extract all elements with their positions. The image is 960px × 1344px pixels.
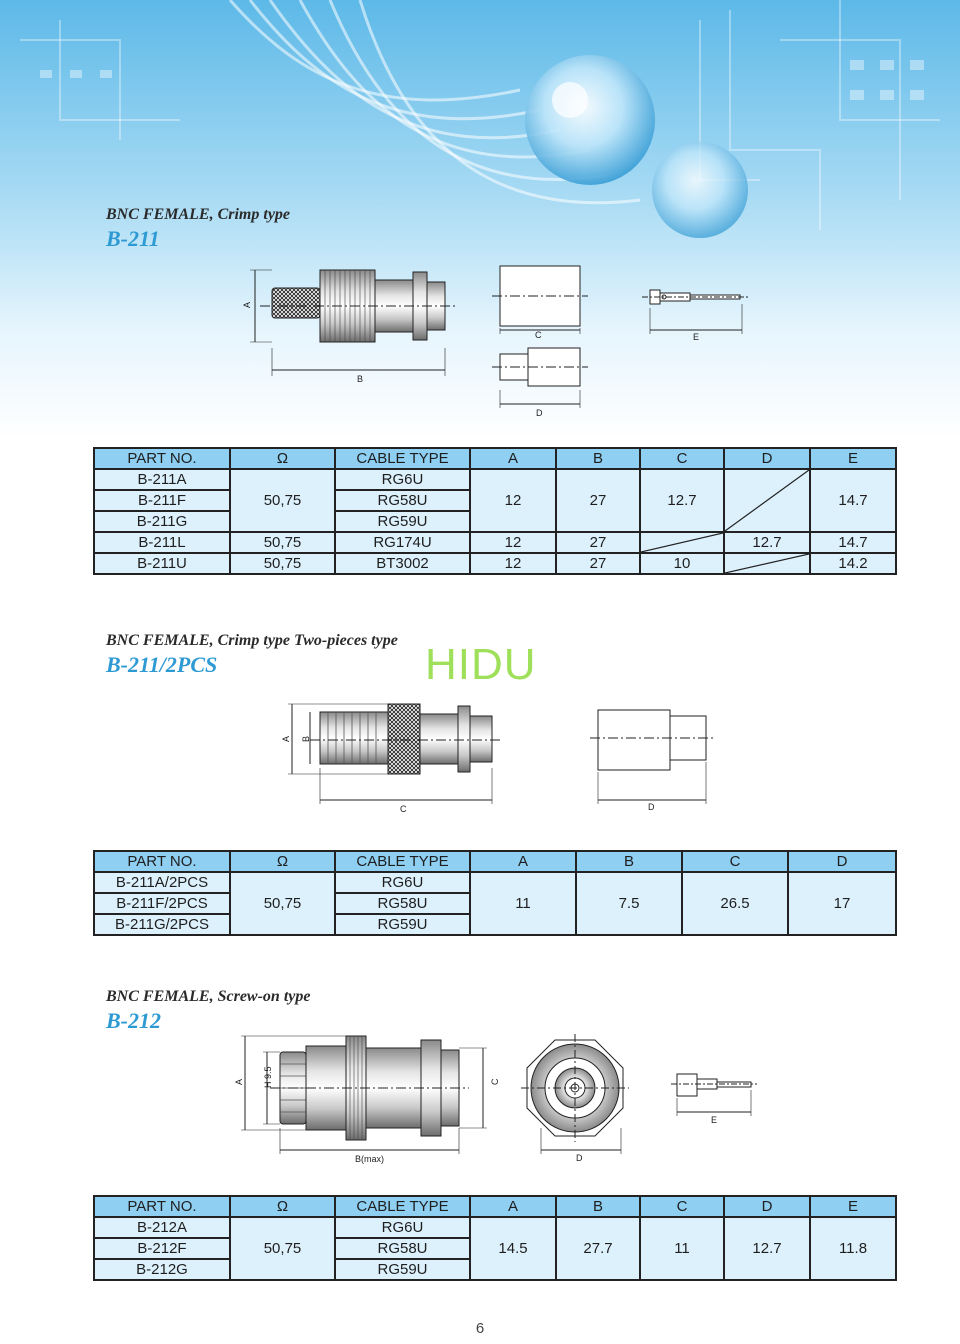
a-cell: 12 — [470, 532, 556, 553]
table-row — [94, 553, 896, 574]
header-d: D — [724, 448, 810, 469]
header-b: B — [556, 448, 640, 469]
spec-table-b211-2pcs — [93, 850, 897, 936]
dim-label-d: D — [536, 408, 543, 418]
page-number: 6 — [475, 1320, 485, 1337]
c-cell: 11 — [640, 1217, 724, 1280]
a-cell: 11 — [470, 872, 576, 935]
b212-technical-drawing — [225, 1032, 765, 1167]
cable-type-cell: RG6U — [335, 1217, 470, 1238]
table-row — [94, 469, 896, 490]
dim-label-c: C — [490, 1078, 500, 1085]
dim-label-e: E — [693, 332, 700, 342]
header-cable-type: CABLE TYPE — [335, 448, 470, 469]
a-cell: 12 — [470, 469, 556, 532]
e-cell: 14.2 — [810, 553, 896, 574]
dim-label-c: C — [535, 330, 542, 340]
e-cell: 14.7 — [810, 469, 896, 532]
a-cell: 12 — [470, 553, 556, 574]
header-ohm: Ω — [230, 1196, 335, 1217]
b-cell: 27 — [556, 553, 640, 574]
watermark-text: HIDU — [425, 640, 537, 689]
spec-table-b212 — [93, 1195, 897, 1281]
e-cell: 11.8 — [810, 1217, 896, 1280]
cable-type-cell: RG6U — [335, 872, 470, 893]
header-c: C — [640, 448, 724, 469]
ohm-cell: 50,75 — [230, 532, 335, 553]
cable-type-cell: RG174U — [335, 532, 470, 553]
cable-type-cell: RG58U — [335, 490, 470, 511]
b-cell: 27 — [556, 469, 640, 532]
cable-type-cell: BT3002 — [335, 553, 470, 574]
section-subtitle: BNC FEMALE, Crimp type Two-pieces type — [106, 632, 398, 649]
part-no-cell: B-211G — [94, 511, 230, 532]
dim-label-a: A — [281, 735, 291, 742]
header-ohm: Ω — [230, 851, 335, 872]
table-header-row — [94, 851, 896, 872]
b211-2pcs-technical-drawing — [270, 700, 720, 820]
part-no-cell: B-212A — [94, 1217, 230, 1238]
part-no-cell: B-211F/2PCS — [94, 893, 230, 914]
header-c: C — [640, 1196, 724, 1217]
part-no-cell: B-211G/2PCS — [94, 914, 230, 935]
table-row — [94, 532, 896, 553]
section-title: B-212 — [106, 1008, 161, 1033]
section-title: B-211 — [106, 226, 160, 251]
e-cell: 14.7 — [810, 532, 896, 553]
part-no-cell: B-211A — [94, 469, 230, 490]
dim-label-e: E — [711, 1115, 718, 1125]
cable-type-cell: RG6U — [335, 469, 470, 490]
table-row — [94, 1217, 896, 1238]
header-cable-type: CABLE TYPE — [335, 1196, 470, 1217]
header-c: C — [682, 851, 788, 872]
header-cable-type: CABLE TYPE — [335, 851, 470, 872]
b-cell: 27 — [556, 532, 640, 553]
header-a: A — [470, 448, 556, 469]
header-b: B — [576, 851, 682, 872]
part-no-cell: B-212G — [94, 1259, 230, 1280]
header-e: E — [810, 1196, 896, 1217]
dim-label-b: B — [357, 374, 364, 384]
b211-technical-drawing — [230, 258, 760, 423]
dim-label-h: H 9.5 — [263, 1066, 273, 1088]
d-cell-not-applicable — [724, 553, 810, 574]
cable-type-cell: RG59U — [335, 1259, 470, 1280]
d-cell: 12.7 — [724, 1217, 810, 1280]
table-header-row — [94, 448, 896, 469]
cable-type-cell: RG59U — [335, 511, 470, 532]
ohm-cell: 50,75 — [230, 553, 335, 574]
part-no-cell: B-211F — [94, 490, 230, 511]
cable-type-cell: RG59U — [335, 914, 470, 935]
d-cell: 17 — [788, 872, 896, 935]
header-d: D — [724, 1196, 810, 1217]
header-a: A — [470, 1196, 556, 1217]
section-subtitle: BNC FEMALE, Screw-on type — [106, 988, 311, 1005]
d-cell-not-applicable — [724, 469, 810, 532]
section-title: B-211/2PCS — [106, 652, 218, 677]
c-cell: 26.5 — [682, 872, 788, 935]
section-subtitle: BNC FEMALE, Crimp type — [106, 206, 291, 223]
header-b: B — [556, 1196, 640, 1217]
ohm-cell: 50,75 — [230, 1217, 335, 1280]
header-d: D — [788, 851, 896, 872]
header-part-no: PART NO. — [94, 851, 230, 872]
table-header-row — [94, 1196, 896, 1217]
part-no-cell: B-211U — [94, 553, 230, 574]
c-cell: 12.7 — [640, 469, 724, 532]
part-no-cell: B-211L — [94, 532, 230, 553]
dim-label-a: A — [242, 301, 252, 308]
header-ohm: Ω — [230, 448, 335, 469]
a-cell: 14.5 — [470, 1217, 556, 1280]
b-cell: 27.7 — [556, 1217, 640, 1280]
header-part-no: PART NO. — [94, 1196, 230, 1217]
ohm-cell: 50,75 — [230, 872, 335, 935]
dim-label-d: D — [576, 1153, 583, 1163]
dim-label-c: C — [400, 804, 407, 814]
header-part-no: PART NO. — [94, 448, 230, 469]
table-row — [94, 872, 896, 893]
header-a: A — [470, 851, 576, 872]
d-cell: 12.7 — [724, 532, 810, 553]
part-no-cell: B-211A/2PCS — [94, 872, 230, 893]
cable-type-cell: RG58U — [335, 893, 470, 914]
header-e: E — [810, 448, 896, 469]
part-no-cell: B-212F — [94, 1238, 230, 1259]
dim-label-b: B(max) — [355, 1154, 384, 1164]
dim-label-a: A — [234, 1078, 244, 1085]
c-cell-not-applicable — [640, 532, 724, 553]
spec-table-b211 — [93, 447, 897, 575]
ohm-cell: 50,75 — [230, 469, 335, 532]
dim-label-d: D — [648, 802, 655, 812]
cable-type-cell: RG58U — [335, 1238, 470, 1259]
b-cell: 7.5 — [576, 872, 682, 935]
c-cell: 10 — [640, 553, 724, 574]
dim-label-b: B — [301, 735, 311, 742]
